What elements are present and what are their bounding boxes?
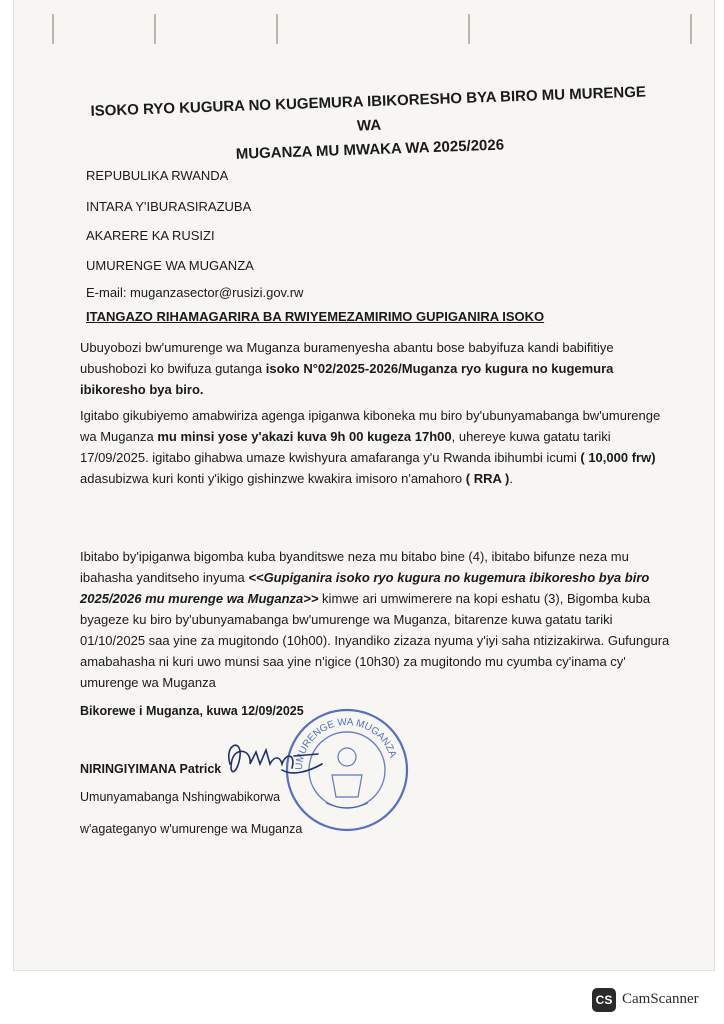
para2-text-4: . [509, 471, 513, 486]
envelope-label: <<Gupiganira isoko ryo kugura no kugemura ibikoresho bya biro 2025/2026 mu murenge wa Muganza>> [80, 570, 650, 606]
stamp-text: UMURENGE WA MUGANZA [293, 716, 399, 771]
scan-artifact [468, 14, 470, 44]
header-district: AKARERE KA RUSIZI [86, 228, 215, 243]
rra-label: ( RRA ) [465, 471, 510, 486]
title-line-2: MUGANZA MU MWAKA WA 2025/2026 [235, 136, 505, 163]
tender-reference: isoko N°02/2025-2026/Muganza ryo kugura no kugemura ibikoresho bya biro. [80, 361, 614, 397]
paragraph-submission [80, 546, 680, 693]
scan-artifact [690, 14, 692, 44]
signatory-name: NIRINGIYIMANA Patrick [80, 762, 222, 776]
office-hours: mu minsi yose y'akazi kuva 9h 00 kugeza 17h00 [157, 429, 452, 444]
camscanner-label: CamScanner [622, 991, 699, 1007]
header-republic: REPUBULIKA RWANDA [86, 168, 229, 183]
camscanner-logo-icon: CS [592, 988, 616, 1012]
signatory-role-2: w'agateganyo w'umurenge wa Muganza [80, 822, 303, 836]
paragraph-announcement [80, 337, 680, 400]
fee-amount: ( 10,000 frw) [580, 450, 656, 465]
para2-text-2: , uhereye kuwa gatatu tariki 17/09/2025. igitabo gihabwa umaze kwishyura amafaranga y'u Rwanda ibihumbi icumi [80, 429, 611, 465]
para2-text-1: Igitabo gikubiyemo amabwiriza agenga ipiganwa kiboneka mu biro by'ubunyamabanga bw'umurenge wa Muganza [80, 408, 661, 444]
para1-text: Ubuyobozi bw'umurenge wa Muganza buramenyesha abantu bose babyifuza kandi babifitiye ubushobozi ko bwifuza gutanga [80, 340, 614, 376]
scan-artifact [154, 14, 156, 44]
signatory-role-1: Umunyamabanga Nshingwabikorwa [80, 790, 281, 804]
header-email: E-mail: muganzasector@rusizi.gov.rw [86, 285, 304, 300]
title-line-1: ISOKO RYO KUGURA NO KUGEMURA IBIKORESHO BYA BIRO MU MURENGE WA [90, 83, 647, 135]
header-province: INTARA Y'IBURASIRAZUBA [86, 199, 252, 214]
para3-text-2: kimwe ari umwimerere na kopi eshatu (3), Bigomba kuba byageze ku biro by'ubunyamabanga bw'umurenge wa Muganza, bitarenze kuwa gatatu tariki 01/10/2025 saa yine za mugitondo (10h00). Inyandiko zizaza nyuma y'iyi saha ntizizakirwa. Gufungura amabahasha ni kuri uwo munsi saa yine n'igice (10h30) za mugitondo mu cyumba cy'inama cy' umurenge wa Muganza [80, 591, 670, 690]
notice-heading: ITANGAZO RIHAMAGARIRA BA RWIYEMEZAMIRIMO GUPIGANIRA ISOKO [86, 309, 545, 324]
paragraph-bidding-document [80, 405, 680, 489]
scan-artifact [276, 14, 278, 44]
para2-text-3: adasubizwa kuri konti y'ikigo gishinzwe kwakira imisoro n'amahoro [80, 471, 466, 486]
handwritten-signature [222, 734, 332, 784]
header-sector: UMURENGE WA MUGANZA [86, 258, 254, 273]
para3-text-1: Ibitabo by'ipiganwa bigomba kuba byanditswe neza mu bitabo bine (4), ibitabo bifunze neza mu ibahasha yanditseho inyuma [80, 549, 629, 585]
scan-artifact [52, 14, 54, 44]
place-date: Bikorewe i Muganza, kuwa 12/09/2025 [80, 704, 304, 718]
